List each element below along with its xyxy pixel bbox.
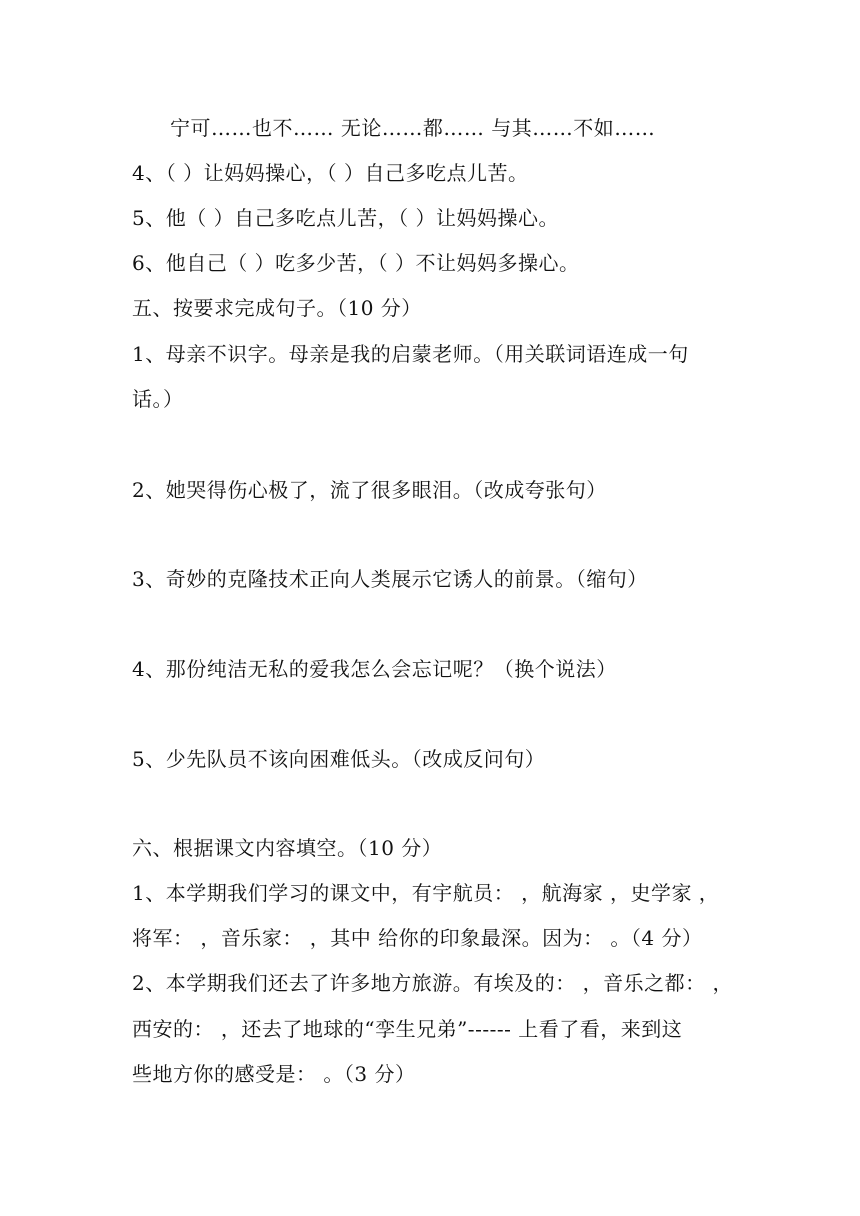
section5-heading: 五、按要求完成句子。（10 分） — [132, 296, 422, 320]
section6-question-1-line1: 1、本学期我们学习的课文中，有宇航员： ，航海家 ，史学家 ， — [132, 881, 720, 905]
connector-question-5: 5、他（ ）自己多吃点儿苦，（ ）让妈妈操心。 — [132, 206, 559, 230]
section5-question-1-line2: 话。） — [132, 387, 184, 411]
connector-options: 宁可……也不…… 无论……都…… 与其……不如…… — [170, 116, 656, 140]
section6-question-2-line2: 西安的： ，还去了地球的“孪生兄弟”------ 上看了看，来到这 — [132, 1017, 683, 1041]
section5-question-3: 3、奇妙的克隆技术正向人类展示它诱人的前景。（缩句） — [132, 567, 648, 591]
section6-question-2-line3: 些地方你的感受是： 。（3 分） — [132, 1062, 416, 1086]
section6-heading: 六、根据课文内容填空。（10 分） — [132, 836, 443, 860]
section5-question-4: 4、那份纯洁无私的爱我怎么会忘记呢？（换个说法） — [132, 657, 617, 681]
connector-question-4: 4、（ ）让妈妈操心，（ ）自己多吃点儿苦。 — [132, 161, 529, 185]
section6-question-2-line1: 2、本学期我们还去了许多地方旅游。有埃及的： ，音乐之都： ， — [132, 971, 733, 995]
connector-question-6: 6、他自己（ ）吃多少苦，（ ）不让妈妈多操心。 — [132, 251, 580, 275]
section5-question-1-line1: 1、母亲不识字。母亲是我的启蒙老师。（用关联词语连成一句 — [132, 342, 689, 366]
section5-question-5: 5、少先队员不该向困难低头。（改成反问句） — [132, 747, 546, 771]
section5-question-2: 2、她哭得伤心极了，流了很多眼泪。（改成夸张句） — [132, 478, 607, 502]
section6-question-1-line2: 将军： ，音乐家： ，其中 给你的印象最深。因为： 。（4 分） — [132, 926, 703, 950]
